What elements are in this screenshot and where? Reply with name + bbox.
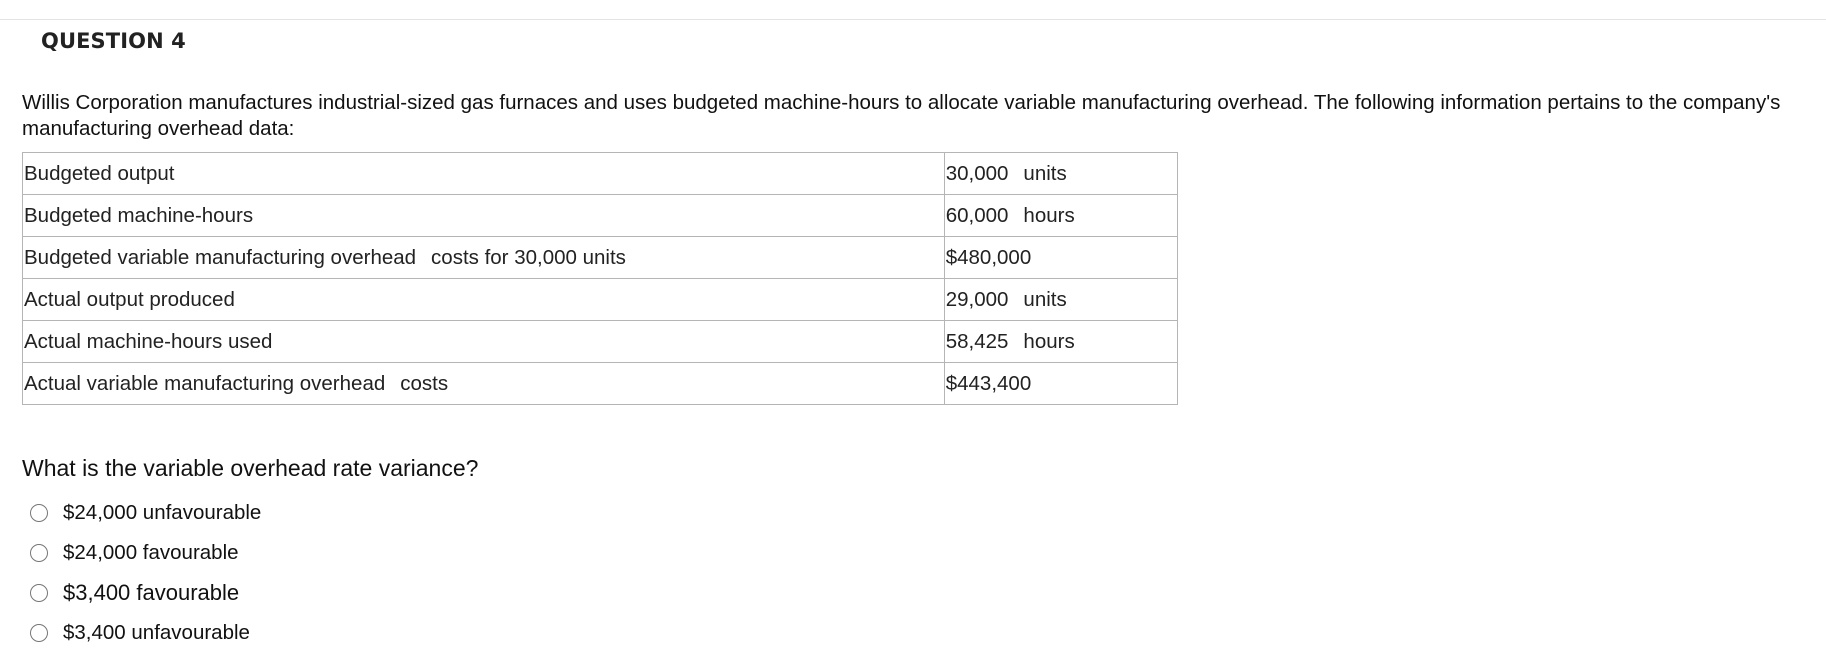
row-value: [944, 237, 1177, 279]
row-value-unit: units: [1023, 287, 1067, 311]
row-value: [944, 153, 1177, 195]
row-value-number: 60,000: [945, 203, 1009, 227]
row-value-number: 58,425: [945, 329, 1009, 353]
row-value: [944, 321, 1177, 363]
row-label: [23, 279, 945, 321]
row-label: [23, 153, 945, 195]
answer-option-3[interactable]: [30, 573, 261, 613]
answer-option-label[interactable]: $3,400 unfavourable: [63, 621, 250, 644]
table-row: [23, 363, 1178, 405]
table-row: [23, 279, 1178, 321]
row-value-unit: hours: [1023, 203, 1075, 227]
row-label-text: Actual machine-hours used: [24, 329, 273, 353]
row-value: [944, 195, 1177, 237]
row-label: [23, 363, 945, 405]
row-value-number: 30,000: [945, 161, 1009, 185]
radio-button-icon[interactable]: [30, 544, 48, 562]
row-label-text: Budgeted output: [24, 161, 175, 185]
answer-option-label[interactable]: $24,000 favourable: [63, 541, 239, 564]
answer-option-1[interactable]: [30, 493, 261, 533]
row-label: [23, 321, 945, 363]
row-value-unit: units: [1023, 161, 1067, 185]
row-value-number: $480,000: [945, 245, 1032, 269]
table-row: [23, 237, 1178, 279]
row-label-text-continued: costs: [400, 371, 449, 395]
table-row: [23, 321, 1178, 363]
answer-options: [30, 493, 261, 653]
row-label: [23, 237, 945, 279]
row-value-number: 29,000: [945, 287, 1009, 311]
table-row: [23, 153, 1178, 195]
row-value: [944, 363, 1177, 405]
radio-button-icon[interactable]: [30, 624, 48, 642]
radio-button-icon[interactable]: [30, 504, 48, 522]
radio-button-icon[interactable]: [30, 584, 48, 602]
question-intro: Willis Corporation manufactures industrial-sized gas furnaces and uses budgeted machine-hours to allocate variable manufacturing overhead. The following information pertains to the company's manufacturing overhead data:: [22, 91, 1781, 140]
table-row: [23, 195, 1178, 237]
row-label-text: Budgeted machine-hours: [24, 203, 254, 227]
answer-option-label[interactable]: $3,400 favourable: [63, 580, 240, 605]
row-label-text: Actual output produced: [24, 287, 235, 311]
row-label-text: Actual variable manufacturing overhead: [24, 371, 386, 395]
row-label: [23, 195, 945, 237]
row-label-text: Budgeted variable manufacturing overhead: [24, 245, 417, 269]
question-prompt: What is the variable overhead rate variance?: [22, 455, 479, 481]
row-value-number: $443,400: [945, 371, 1032, 395]
overhead-data-table: [22, 152, 1178, 405]
answer-option-4[interactable]: [30, 613, 261, 653]
row-value-unit: hours: [1023, 329, 1075, 353]
top-divider: [0, 19, 1826, 20]
question-heading: QUESTION 4: [41, 29, 186, 53]
row-value: [944, 279, 1177, 321]
answer-option-label[interactable]: $24,000 unfavourable: [63, 501, 262, 524]
row-label-text-continued: costs for 30,000 units: [431, 245, 626, 269]
answer-option-2[interactable]: [30, 533, 261, 573]
